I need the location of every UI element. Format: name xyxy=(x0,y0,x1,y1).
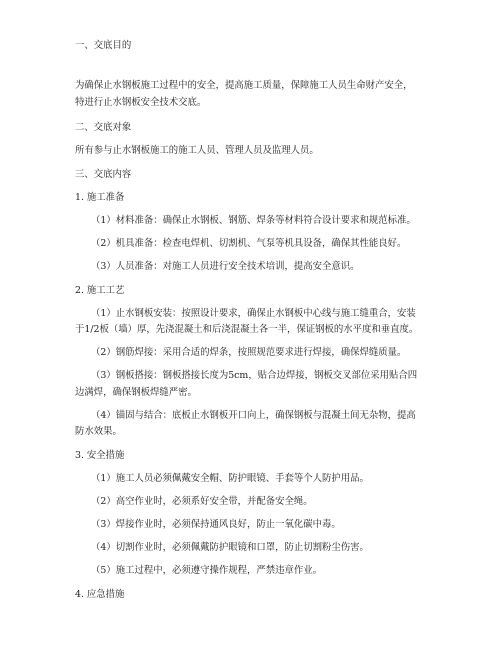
list-item: （2）高空作业时，必须系好安全带，并配备安全绳。 xyxy=(91,496,313,507)
section-heading: 三、交底内容 xyxy=(75,169,132,180)
list-item-continuation: 防水效果。 xyxy=(75,426,122,437)
section-heading: 二、交底对象 xyxy=(75,122,132,133)
list-item: （2）机具准备：检查电焊机、切割机、气泵等机具设备，确保其性能良好。 xyxy=(91,238,407,249)
subsection-heading: 4. 应急措施 xyxy=(75,589,125,600)
list-item: （5）施工过程中，必须遵守操作规程，严禁违章作业。 xyxy=(91,565,322,576)
list-item: （1）施工人员必须佩戴安全帽、防护眼镜、手套等个人防护用品。 xyxy=(91,473,369,484)
list-item: （1）止水钢板安装：按照设计要求，确保止水钢板中心线与施工缝重合，安装 xyxy=(91,308,416,319)
subsection-heading: 2. 施工工艺 xyxy=(75,285,125,296)
list-item: （3）焊接作业时，必须保持通风良好，防止一氧化碳中毒。 xyxy=(91,519,341,530)
list-item: （3）人员准备：对施工人员进行安全技术培训，提高安全意识。 xyxy=(91,261,360,272)
list-item-continuation: 边满焊，确保钢板焊缝严密。 xyxy=(75,387,197,398)
subsection-heading: 1. 施工准备 xyxy=(75,192,125,203)
list-item: （2）钢筋焊接：采用合适的焊条，按照规范要求进行焊接，确保焊缝质量。 xyxy=(91,347,407,358)
list-item: （3）钢板搭接：钢板搭接长度为5cm，贴合边焊接，钢板交叉部位采用贴合四 xyxy=(91,370,418,381)
section-heading: 一、交底目的 xyxy=(75,40,132,51)
list-item: （4）锚固与结合：底板止水钢板开口向上，确保钢板与混凝土间无杂物，提高 xyxy=(91,410,416,421)
list-item: （4）切割作业时，必须佩戴防护眼镜和口罩，防止切割粉尘伤害。 xyxy=(91,542,369,553)
list-item-continuation: 于1/2板（墙）厚，先浇混凝土和后浇混凝土各一半，保证钢板的水平度和垂直度。 xyxy=(75,324,419,335)
paragraph-line: 特进行止水钢板安全技术交底。 xyxy=(75,97,207,108)
subsection-heading: 3. 安全措施 xyxy=(75,450,125,461)
paragraph-line: 为确保止水钢板施工过程中的安全，提高施工质量，保障施工人员生命财产安全， xyxy=(75,80,413,91)
paragraph-line: 所有参与止水钢板施工的施工人员、管理人员及监理人员。 xyxy=(75,145,319,156)
list-item: （1）材料准备：确保止水钢板、钢筋、焊条等材料符合设计要求和规范标准。 xyxy=(91,215,416,226)
